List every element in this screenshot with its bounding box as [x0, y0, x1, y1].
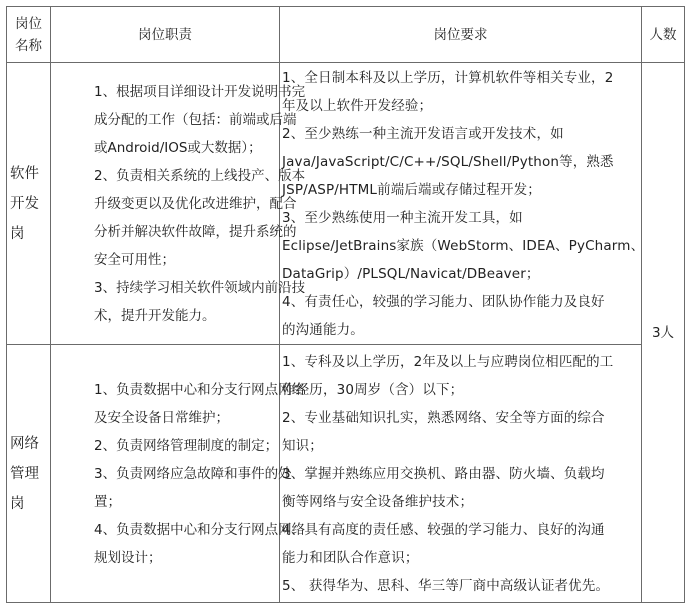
table-row [7, 345, 685, 603]
duty-line: 2、负责相关系统的上线投产、版本 [94, 167, 306, 184]
duty-line: 安全可用性； [94, 251, 175, 268]
duty-line: 4、负责数据中心和分支行网点网络 [94, 521, 306, 538]
header-row [7, 7, 685, 63]
requirement-line: 3、掌握并熟练应用交换机、路由器、防火墙、负载均 [282, 465, 605, 482]
requirement-line: 3、至少熟练使用一种主流开发工具，如 [282, 209, 523, 226]
requirement-line: 的沟通能力。 [282, 321, 364, 338]
requirement-line: 作经历，30周岁（含）以下； [282, 381, 464, 398]
header-position-line: 岗位 [15, 15, 42, 32]
requirement-line: 5、 获得华为、思科、华三等厂商中高级认证者优先。 [282, 577, 610, 594]
duty-line: 2、负责网络管理制度的制定； [94, 437, 279, 454]
duty-line: 置； [94, 493, 121, 510]
recruitment-table [6, 6, 685, 603]
requirement-line: Java/JavaScript/C/C++/SQL/Shell/Python等，熟悉 [282, 153, 614, 170]
duties-cell [51, 63, 306, 345]
requirement-line: DataGrip）/PLSQL/Navicat/DBeaver； [282, 265, 540, 282]
requirement-line: 1、全日制本科及以上学历，计算机软件等相关专业，2 [282, 69, 614, 86]
position-name-line: 软件 [10, 165, 39, 182]
requirement-line: 2、专业基础知识扎实，熟悉网络、安全等方面的综合 [282, 409, 605, 426]
header-position [7, 7, 51, 63]
requirements-cell [280, 63, 645, 345]
duty-line: 分析并解决软件故障，提升系统的 [94, 223, 297, 240]
requirement-line: Eclipse/JetBrains家族（WebStorm、IDEA、PyCharm、 [282, 237, 645, 254]
position-name-line: 岗 [10, 495, 25, 512]
position-name-line: 岗 [10, 225, 25, 242]
header-requirements: 岗位要求 [280, 7, 642, 63]
header-duties: 岗位职责 [51, 7, 280, 63]
duty-line: 或Android/IOS或大数据）； [94, 139, 262, 156]
duty-line: 成分配的工作（包括：前端或后端 [94, 111, 297, 128]
headcount: 3人 [642, 63, 685, 603]
header-position-line: 名称 [15, 37, 42, 54]
requirement-line: 4、有责任心，较强的学习能力、团队协作能力及良好 [282, 293, 605, 310]
duty-line: 升级变更以及优化改进维护，配合 [94, 195, 297, 212]
duty-line: 规划设计； [94, 549, 162, 566]
duty-line: 及安全设备日常维护； [94, 409, 229, 426]
position-name [7, 345, 51, 603]
position-name-line: 开发 [10, 195, 39, 212]
duty-line: 3、负责网络应急故障和事件的处 [94, 465, 292, 482]
requirement-line: 衡等网络与安全设备维护技术； [282, 493, 474, 510]
header-count: 人数 [642, 7, 685, 63]
duty-line: 术，提升开发能力。 [94, 307, 216, 324]
duty-line: 1、负责数据中心和分支行网点网络 [94, 381, 306, 398]
duty-line: 3、持续学习相关软件领域内前沿技 [94, 279, 306, 296]
requirement-line: JSP/ASP/HTML前端后端或存储过程开发； [282, 181, 541, 198]
table-row [7, 63, 685, 345]
requirement-line: 能力和团队合作意识； [282, 549, 419, 566]
requirement-line: 年及以上软件开发经验； [282, 97, 433, 114]
position-name-line: 网络 [10, 435, 39, 452]
requirement-line: 4、具有高度的责任感、较强的学习能力、良好的沟通 [282, 521, 605, 538]
position-name-line: 管理 [10, 465, 39, 482]
requirement-line: 1、专科及以上学历，2年及以上与应聘岗位相匹配的工 [282, 353, 614, 370]
requirement-line: 知识； [282, 437, 323, 454]
position-name [7, 63, 51, 345]
requirements-cell [280, 345, 642, 603]
requirement-line: 2、至少熟练一种主流开发语言或开发技术，如 [282, 125, 564, 142]
duty-line: 1、根据项目详细设计开发说明书完 [94, 83, 306, 100]
